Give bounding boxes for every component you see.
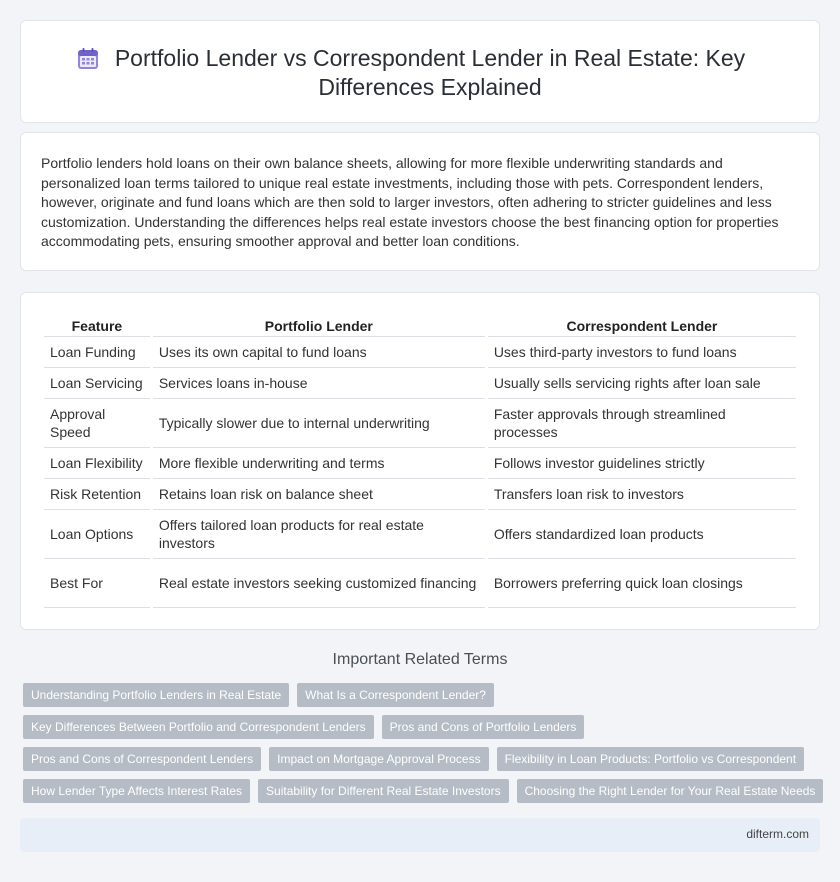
table-row [44,399,796,448]
correspondent-cell: Follows investor guidelines strictly [488,448,796,479]
page-title: Portfolio Lender vs Correspondent Lender in Real Estate: Key Differences Explained [114,45,746,100]
related-term-link[interactable]: Flexibility in Loan Products: Portfolio vs Correspondent [497,747,804,771]
table-row [44,479,796,510]
correspondent-cell: Borrowers preferring quick loan closings [488,559,796,608]
table-header-row [44,315,796,337]
related-term-link[interactable]: Suitability for Different Real Estate Investors [258,779,509,803]
comparison-table-card [20,292,820,630]
footer [20,818,820,852]
feature-cell: Risk Retention [44,479,150,510]
correspondent-cell: Uses third-party investors to fund loans [488,337,796,368]
tag-row [23,683,823,707]
portfolio-cell: Real estate investors seeking customized financing [153,559,485,608]
related-term-link[interactable]: Understanding Portfolio Lenders in Real Estate [23,683,289,707]
portfolio-cell: More flexible underwriting and terms [153,448,485,479]
intro-card [20,132,820,271]
feature-cell: Loan Options [44,510,150,559]
header-correspondent-lender: Correspondent Lender [488,315,796,337]
related-terms-heading: Important Related Terms [332,651,508,668]
table-row [44,337,796,368]
feature-cell: Loan Servicing [44,368,150,399]
feature-cell: Best For [44,559,150,608]
portfolio-cell: Retains loan risk on balance sheet [153,479,485,510]
related-term-link[interactable]: Impact on Mortgage Approval Process [269,747,488,771]
portfolio-cell: Typically slower due to internal underwriting [153,399,485,448]
table-row [44,559,796,608]
header-feature: Feature [44,315,150,337]
correspondent-cell: Faster approvals through streamlined processes [488,399,796,448]
portfolio-cell: Offers tailored loan products for real estate investors [153,510,485,559]
table-row [44,510,796,559]
feature-cell: Loan Flexibility [44,448,150,479]
related-term-link[interactable]: What Is a Correspondent Lender? [297,683,494,707]
tag-row [23,747,823,771]
related-term-link[interactable]: How Lender Type Affects Interest Rates [23,779,250,803]
related-term-link[interactable]: Pros and Cons of Portfolio Lenders [382,715,585,739]
header-portfolio-lender: Portfolio Lender [153,315,485,337]
related-term-link[interactable]: Choosing the Right Lender for Your Real Estate Needs [517,779,824,803]
site-name[interactable]: difterm.com [746,827,809,841]
comparison-table [41,315,799,608]
feature-cell: Approval Speed [44,399,150,448]
tag-row [23,779,823,803]
tag-row [23,715,823,739]
related-terms-list [23,683,823,811]
intro-paragraph: Portfolio lenders hold loans on their own balance sheets, allowing for more flexible underwriting standards and personalized loan terms tailored to unique real estate investments, including those with pets. Correspondent lenders, however, originate and fund loans which are then sold to larger investors, often adhering to stricter guidelines and less customization. Understanding the differences helps real estate investors choose the best financing option for properties accommodating pets, ensuring smoother approval and better loan conditions. [41,155,779,250]
table-row [44,368,796,399]
header-card [20,20,820,123]
related-term-link[interactable]: Key Differences Between Portfolio and Correspondent Lenders [23,715,374,739]
related-term-link[interactable]: Pros and Cons of Correspondent Lenders [23,747,261,771]
portfolio-cell: Services loans in-house [153,368,485,399]
portfolio-cell: Uses its own capital to fund loans [153,337,485,368]
feature-cell: Loan Funding [44,337,150,368]
correspondent-cell: Usually sells servicing rights after loan sale [488,368,796,399]
table-row [44,448,796,479]
correspondent-cell: Offers standardized loan products [488,510,796,559]
correspondent-cell: Transfers loan risk to investors [488,479,796,510]
